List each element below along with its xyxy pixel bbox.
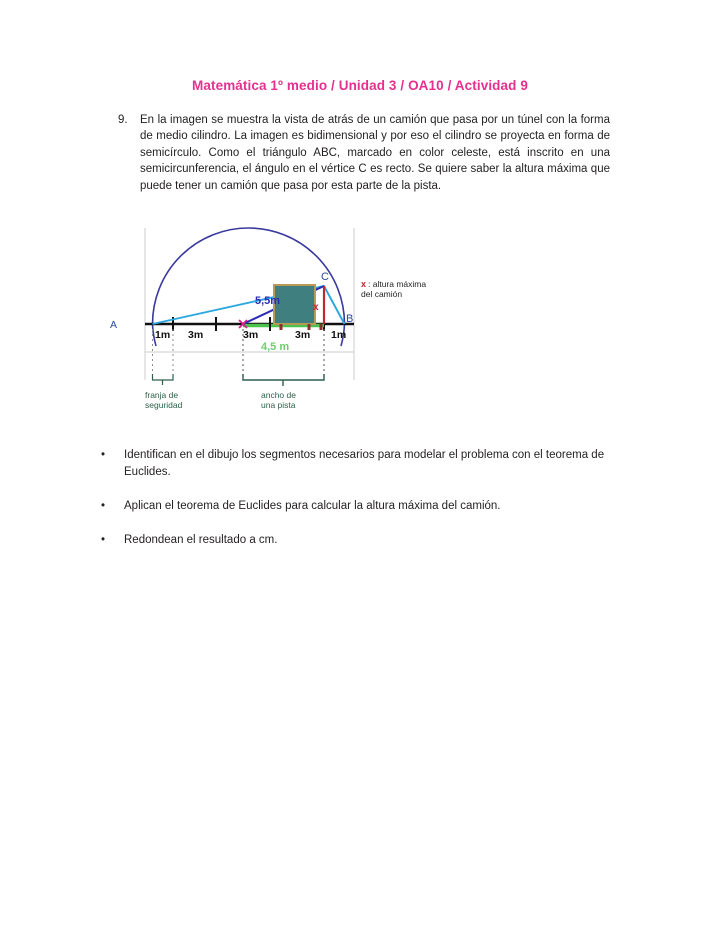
legend-marker-x: x — [361, 279, 367, 289]
vertex-label-b: B — [346, 313, 354, 325]
bracket-safety-strip — [153, 374, 174, 380]
bullet-marker: • — [101, 534, 106, 546]
axis-label-1m-left: 1m — [155, 329, 171, 341]
bracket-left-caption-line2: seguridad — [145, 400, 183, 410]
list-item-text: Redondean el resultado a cm. — [124, 534, 278, 546]
list-item-text: Identifican en el dibujo los segmentos necesarios para modelar el problema con el teorema de Euclides. — [124, 449, 605, 478]
bracket-right-caption-line1: ancho de — [261, 390, 296, 400]
activity-indicators-list — [98, 447, 618, 566]
axis-label-3m-midright: 3m — [295, 329, 311, 341]
axis-label-3m-left: 3m — [188, 329, 204, 341]
legend-text-line2: del camión — [361, 289, 403, 299]
list-item — [98, 498, 618, 515]
axis-label-3m-midleft: 3m — [243, 329, 259, 341]
bullet-marker: • — [101, 500, 106, 512]
bracket-lane-width — [243, 374, 324, 380]
axis-label-1m-right: 1m — [331, 329, 347, 341]
vertex-label-a: A — [110, 319, 118, 331]
question-text: En la imagen se muestra la vista de atrás de un camión que pasa por un túnel con la forma de medio cilindro. La imagen es bidimensional y por eso el cilindro se proyecta en forma de semicírculo. Como el triángulo ABC, marcado en color celeste, está inscrito en una semicircunferencia, el ángulo en el vértice C es recto. Se quiere saber la altura máxima que puede tener un camión que pasa por esta parte de la pista. — [140, 114, 610, 192]
segment-label-5-5m: 5,5m — [255, 295, 281, 307]
page-title: Matemática 1º medio / Unidad 3 / OA10 / Actividad 9 — [192, 78, 528, 93]
list-item — [98, 532, 618, 549]
list-item-text: Aplican el teorema de Euclides para calcular la altura máxima del camión. — [124, 500, 501, 512]
bracket-right-caption-line2: una pista — [261, 400, 296, 410]
question-block — [118, 112, 610, 194]
height-label-x: x — [313, 302, 319, 313]
tunnel-truck-diagram — [110, 228, 428, 423]
bracket-left-caption-line1: franja de — [145, 390, 179, 400]
list-item — [98, 447, 618, 481]
legend-text-line1: : altura máxima — [368, 279, 427, 289]
question-number: 9. — [118, 114, 128, 126]
bullet-marker: • — [101, 449, 106, 461]
road-width-label: 4,5 m — [261, 341, 290, 353]
truck-body — [274, 285, 315, 324]
vertex-label-c: C — [321, 271, 329, 283]
